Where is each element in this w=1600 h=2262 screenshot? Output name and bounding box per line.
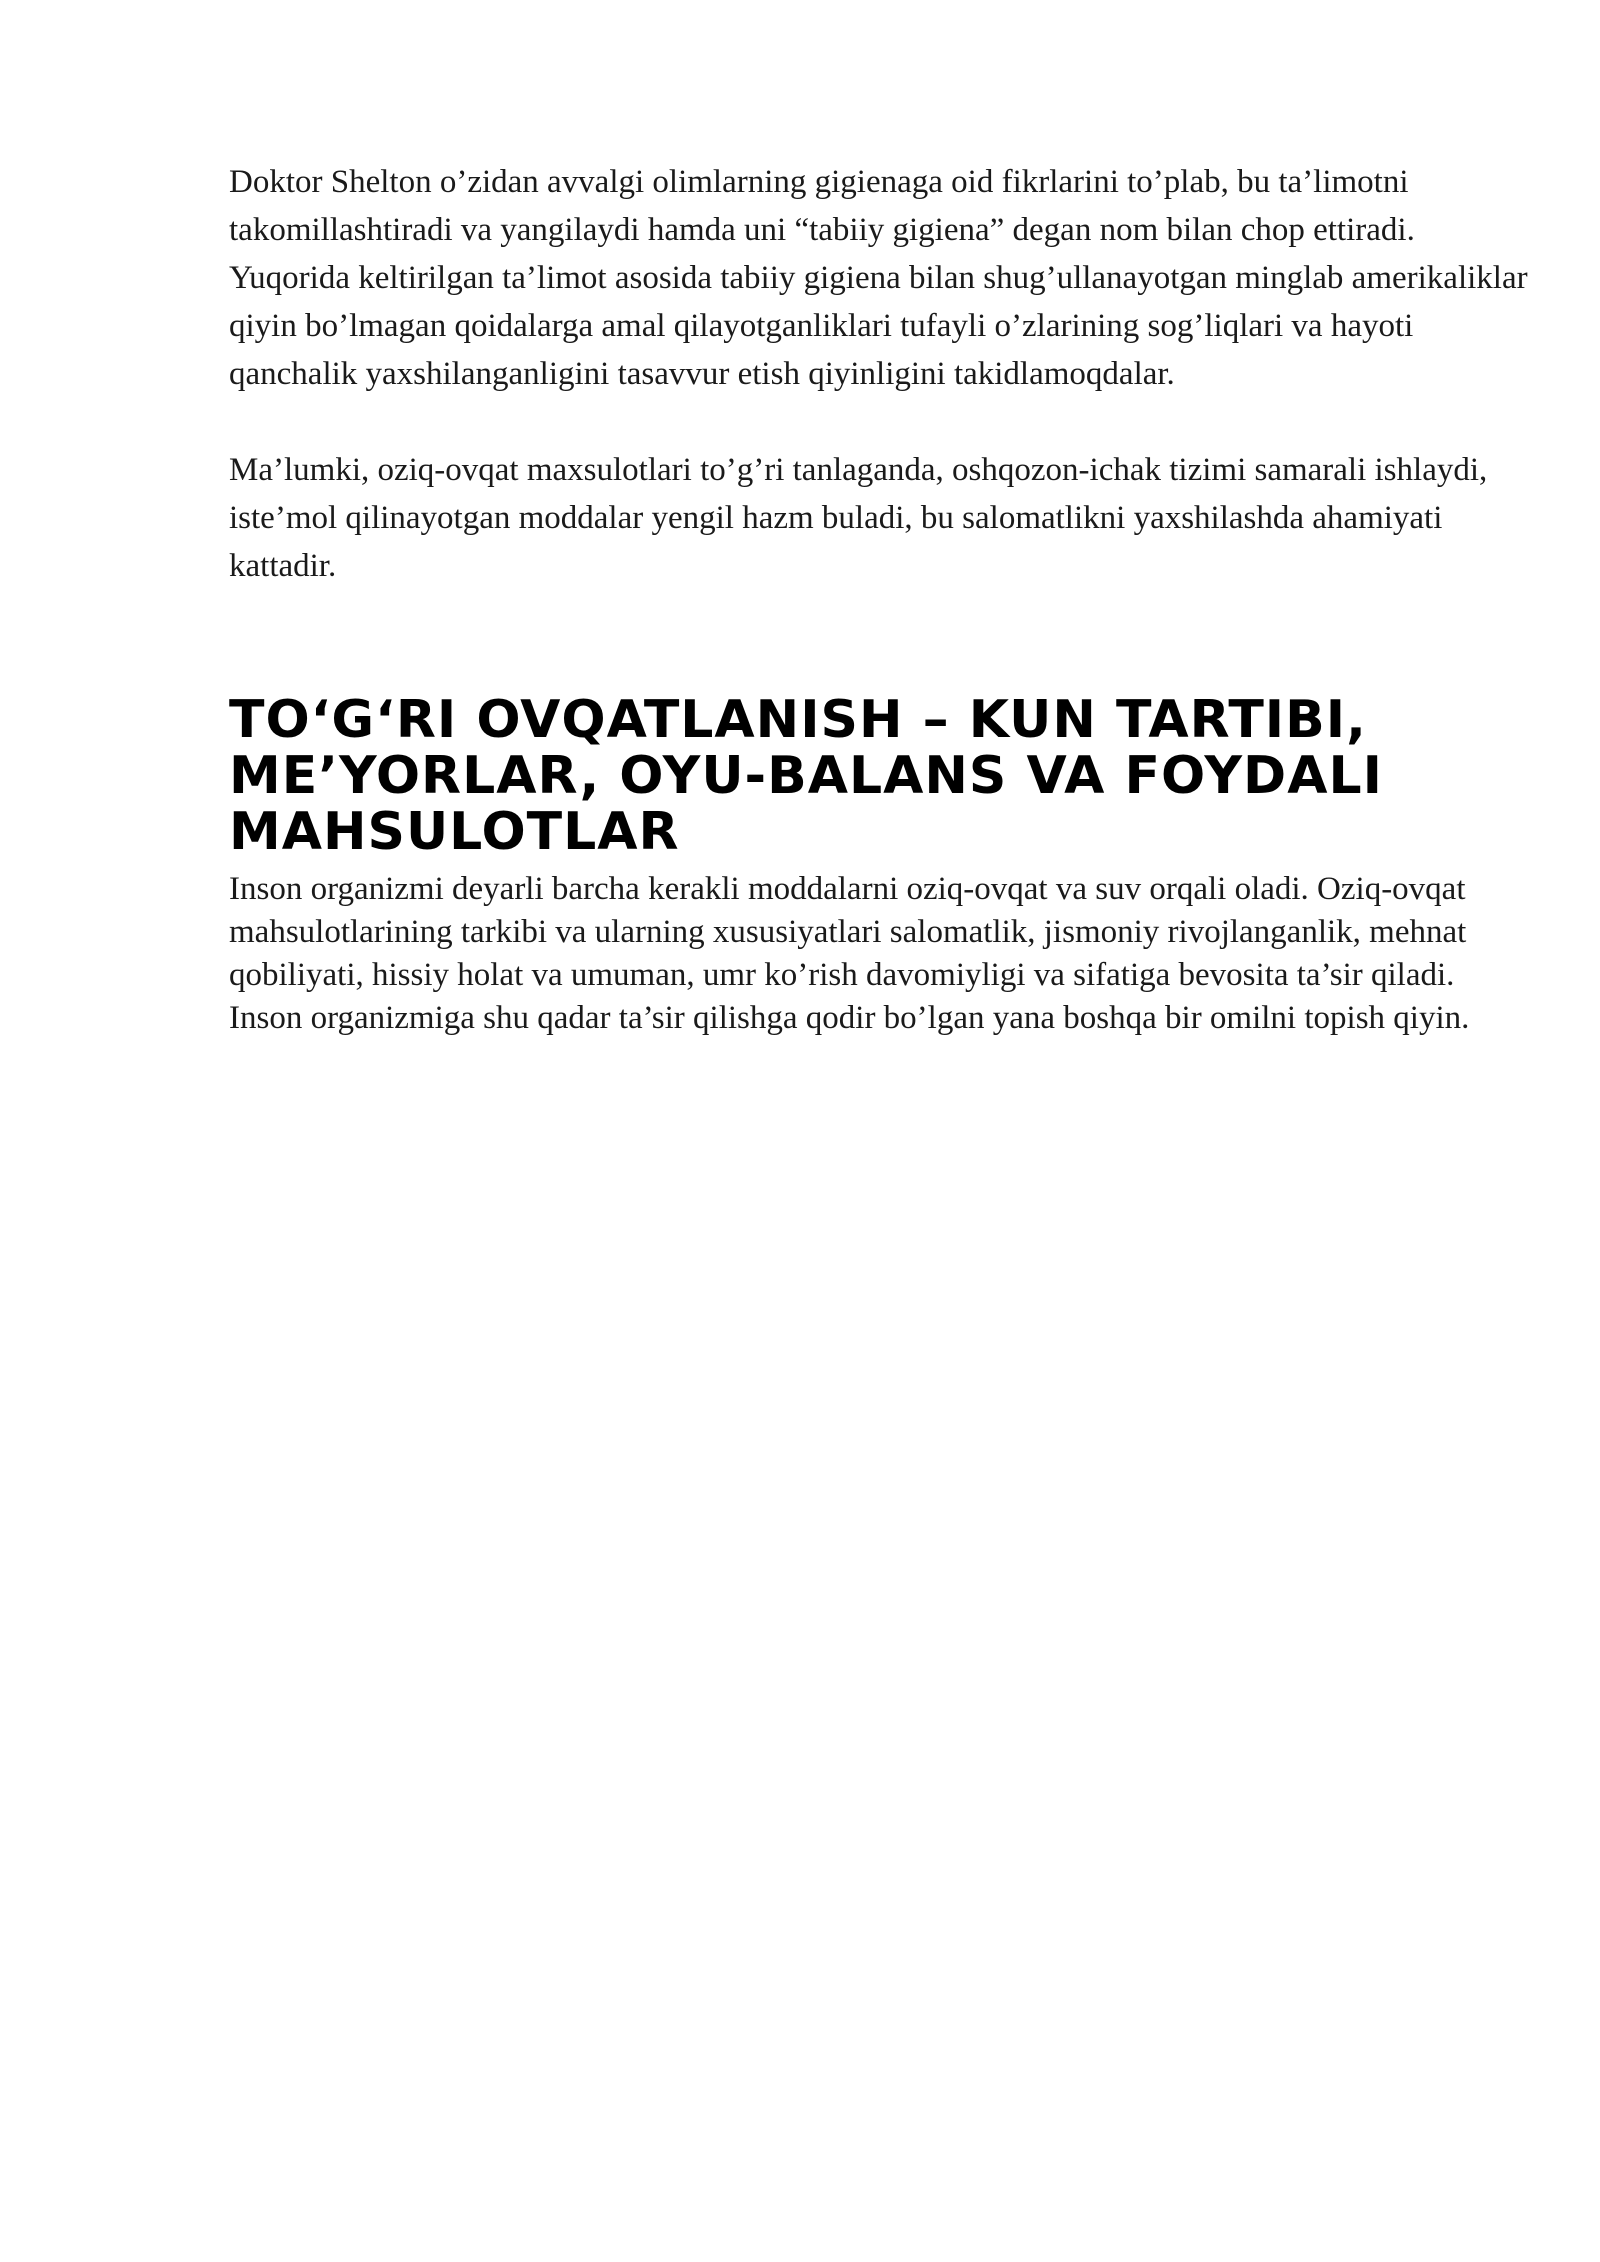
- section-heading: TO‘G‘RI OVQATLANISH – KUN TARTIBI, ME’YORLAR, OYU-BALANS VA FOYDALI MAHSULOTLAR: [229, 690, 1383, 862]
- paragraph-human-organism: Inson organizmi deyarli barcha kerakli moddalarni oziq-ovqat va suv orqali oladi. Oziq-ovqat mahsulotlarining tarkibi va ularning xususiyatlari salomatlik, jismoniy rivojlanganlik, mehnat qobiliyati, hissiy holat va umuman, umr ko’rish davomiyligi va sifatiga bevosita ta’sir qiladi. Inson organizmiga shu qadar ta’sir qilishga qodir bo’lgan yana boshqa bir omilni topish qiyin.: [229, 871, 1470, 1036]
- paragraph-food-products: Ma’lumki, oziq-ovqat maxsulotlari to’g’ri tanlaganda, oshqozon-ichak tizimi samarali ishlaydi, iste’mol qilinayotgan moddalar yengil hazm buladi, bu salomatlikni yaxshilashda ahamiyati kattadir.: [229, 452, 1488, 584]
- paragraph-shelton: Doktor Shelton o’zidan avvalgi olimlarning gigienaga oid fikrlarini to’plab, bu ta’limotni takomillashtiradi va yangilaydi hamda uni “tabiiy gigiena” degan nom bilan chop ettiradi. Yuqorida keltirilgan ta’limot asosida tabiiy gigiena bilan shug’ullanayotgan minglab amerikaliklar qiyin bo’lmagan qoidalarga amal qilayotganliklari tufayli o’zlarining sog’liqlari va hayoti qanchalik yaxshilanganligini tasavvur etish qiyinligini takidlamoqdalar.: [229, 164, 1528, 392]
- page-content: [229, 158, 1529, 1040]
